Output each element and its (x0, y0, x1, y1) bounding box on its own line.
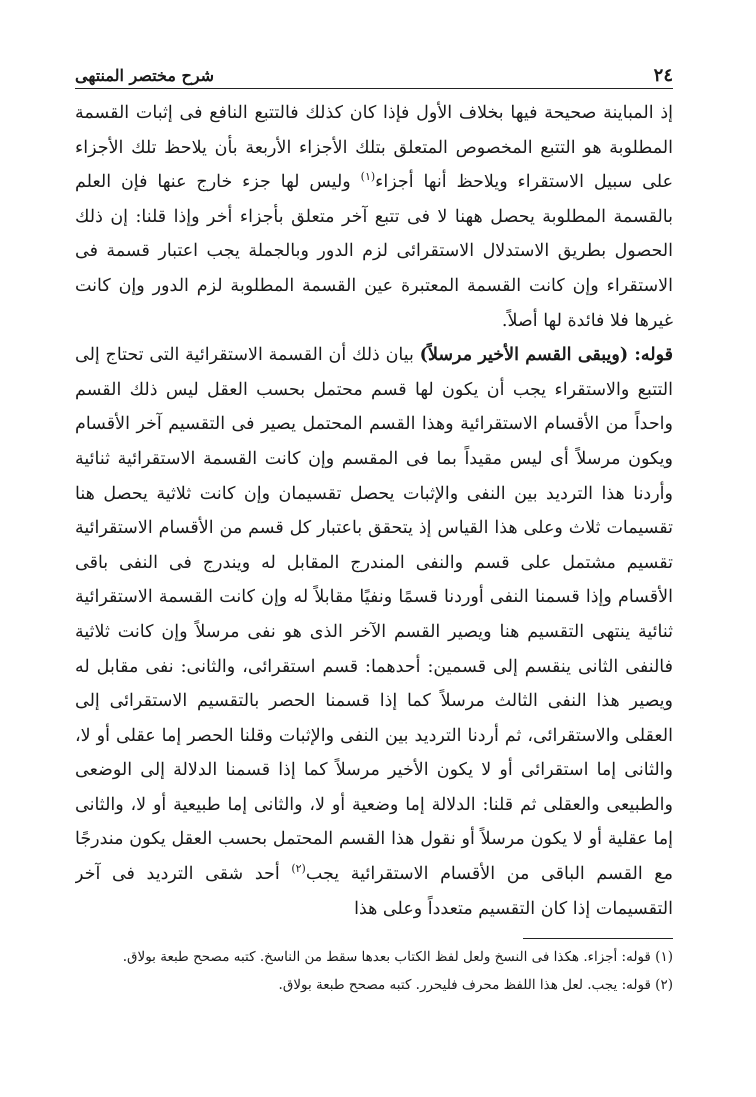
footnote-2: (٢) قوله: يجب. لعل هذا اللفظ محرف فليحرر. كتبه مصحح طبعة بولاق. (278, 977, 673, 993)
paragraph-1-text-b: وليس لها جزء خارج عنها فإن العلم بالقسمة المطلوبة يحصل ههنا لا فى تتبع آخر متعلق بأجزاء أخر وإذا قلنا: إن ذلك الحصول بطريق الاستدلال الاستقرائى لزم الدور وبالجملة يجب اعتبار قسمة فى الاستقراء وإن كانت القسمة المعتبرة عين القسمة المطلوبة لزم الدور وإن كانت غيرها فلا فائدة لها أصلاً. (75, 172, 673, 331)
footnote-ref-1: (١) (360, 170, 376, 184)
paragraph-2-text-b: أحد شقى الترديد فى آخر التقسيمات إذا كان التقسيم متعدداً وعلى هذا (75, 864, 673, 919)
footnote-divider (523, 938, 673, 939)
paragraph-2-text-a: بيان ذلك أن القسمة الاستقرائية التى تحتاج إلى التتبع والاستقراء يجب أن يكون لها قسم محتمل بحسب العقل ليس ذلك القسم واحداً من الأقسام الاستقرائية وهذا القسم المحتمل يصير فى التقسيم آخر الأقسام ويكون مرسلاً أى ليس مقيداً بما فى المقسم وإن كانت القسمة الاستقرائية ثنائية وأردنا هذا الترديد بين النفى والإثبات يحصل تقسيمان وإن كانت ثلاثية يحصل هنا تقسيمات ثلاث وعلى هذا القياس إذ يتحقق باعتبار كل قسم من الأقسام الاستقرائية تقسيم مشتمل على قسم والنفى المندرج المقابل له ويندرج فى النفى باقى الأقسام وإذا قسمنا النفى أوردنا قسمًا ونفيًا مقابلاً له وإن كانت القسمة الاستقرائية ثنائية ينتهى التقسيم هنا ويصير القسم الآخر الذى هو نفى مرسلاً وإن كانت ثلاثية فالنفى الثانى ينقسم إلى قسمين: أحدهما: قسم استقرائى، والثانى: نفى مقابل له ويصير هذا النفى الثالث مرسلاً كما إذا قسمنا الحصر بالتقسيم الاستقرائى إلى العقلى والاستقرائى، ثم أردنا الترديد بين النفى والإثبات وقلنا الحصر إما عقلى أو لا، والثانى إما استقرائى أو لا يكون الأخير مرسلاً كما إذا قسمنا الدلالة إلى الوضعى والطبيعى والعقلى ثم قلنا: الدلالة إما وضعية أو لا، والثانى إما طبيعية أو لا، والثانى إما عقلية أو لا يكون مرسلاً أو نقول هذا القسم المحتمل بحسب العقل يكون مندرجًا مع القسم الباقى من الأقسام الاستقرائية يجب (75, 345, 673, 885)
footnote-ref-2: (٢) (291, 862, 306, 876)
footnote-1: (١) قوله: أجزاء. هكذا فى النسخ ولعل لفظ الكتاب بعدها سقط من الناسخ. كتبه مصحح طبعة بولاق. (122, 949, 673, 965)
commentary-lemma: قوله: (ويبقى القسم الأخير مرسلاً) (419, 345, 673, 366)
page-header (75, 58, 673, 89)
paragraph-1 (75, 96, 673, 338)
paragraph-2 (75, 338, 673, 926)
page-number: ٢٤ (653, 65, 673, 86)
footnotes (75, 944, 673, 1000)
paragraph-1-text-a: إذ المباينة صحيحة فيها بخلاف الأول فإذا كان كذلك فالتتبع النافع فى إثبات القسمة المطلوبة هو التتبع المخصوص المتعلق بتلك الأجزاء الأربعة بأن يلاحظ تلك الأجزاء على سبيل الاستقراء ويلاحظ أنها أجزاء (75, 103, 673, 193)
main-text (75, 96, 673, 926)
running-title: شرح مختصر المنتهى (75, 66, 215, 85)
